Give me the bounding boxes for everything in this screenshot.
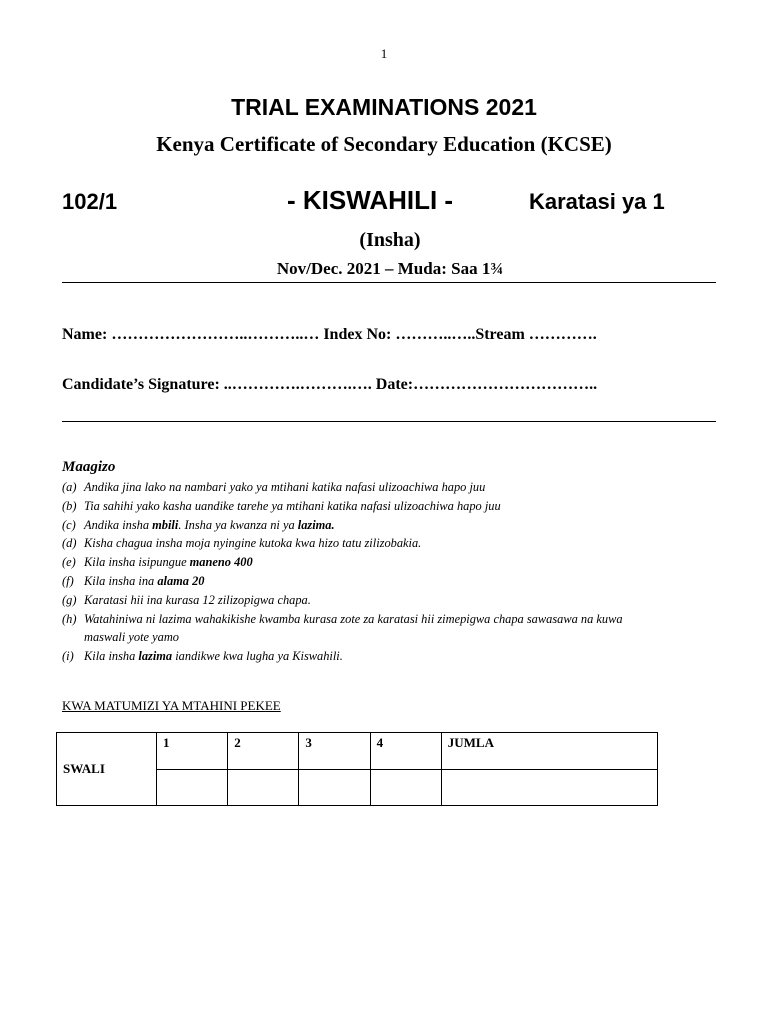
- score-cell[interactable]: [157, 770, 228, 806]
- signature-label: Candidate’s Signature: [62, 376, 215, 393]
- header-divider: [62, 282, 716, 283]
- column-header-2: 2: [228, 733, 299, 770]
- signature-date-line: [62, 376, 597, 394]
- instruction-item: (i) Kila insha lazima iandikwe kwa lugha ya Kiswahili.: [62, 649, 343, 664]
- total-cell[interactable]: [441, 770, 657, 806]
- column-header-1: 1: [157, 733, 228, 770]
- instruction-item: (e) Kila insha isipungue maneno 400: [62, 555, 253, 570]
- subject-title: - KISWAHILI -: [287, 185, 454, 215]
- section-title: (Insha): [359, 229, 421, 251]
- signature-date-text: : ..………….……….…. Date:……………………………..: [214, 376, 598, 393]
- score-cell[interactable]: [299, 770, 370, 806]
- page-number: 1: [380, 46, 388, 61]
- date-duration: Nov/Dec. 2021 – Muda: Saa 1¾: [276, 259, 504, 278]
- column-header-3: 3: [299, 733, 370, 770]
- fields-divider: [62, 421, 716, 422]
- score-cell[interactable]: [228, 770, 299, 806]
- swali-label: SWALI: [57, 733, 157, 806]
- exam-title: TRIAL EXAMINATIONS 2021: [231, 94, 537, 120]
- paper-number: Karatasi ya 1: [529, 189, 665, 214]
- exam-subtitle: Kenya Certificate of Secondary Education (KCSE): [156, 132, 612, 156]
- instruction-item: (h) Watahiniwa ni lazima wahakikishe kwamba kurasa zote za karatasi hii zimepigwa chapa sawasawa na kuwa maswali yote yamo: [62, 611, 623, 645]
- signature-date-rest: [214, 376, 597, 393]
- column-header-jumla: JUMLA: [441, 733, 657, 770]
- instructions-title: Maagizo: [62, 459, 116, 475]
- instructions-list: [62, 478, 623, 666]
- instruction-item: (b) Tia sahihi yako kasha uandike tarehe ya mtihani katika nafasi ulizoachiwa hapo juu: [62, 498, 501, 513]
- paper-code: 102/1: [62, 189, 118, 214]
- instruction-item: (f) Kila insha ina alama 20: [62, 573, 205, 588]
- instruction-item: (g) Karatasi hii ina kurasa 12 zilizopigwa chapa.: [62, 592, 311, 607]
- score-cell[interactable]: [370, 770, 441, 806]
- instruction-item: (d) Kisha chagua insha moja nyingine kutoka kwa hizo tatu zilizobakia.: [62, 536, 422, 551]
- name-index-stream-line: Name: ……………………..………..… Index No: ………..…..Stream ………….: [62, 326, 597, 343]
- column-header-4: 4: [370, 733, 441, 770]
- instruction-item: (a) Andika jina lako na nambari yako ya mtihani katika nafasi ulizoachiwa hapo juu: [62, 480, 486, 494]
- instruction-item: (c) Andika insha mbili. Insha ya kwanza ni ya lazima.: [62, 517, 335, 532]
- examiner-use-heading: KWA MATUMIZI YA MTAHINI PEKEE: [62, 698, 281, 713]
- score-table: [56, 732, 658, 806]
